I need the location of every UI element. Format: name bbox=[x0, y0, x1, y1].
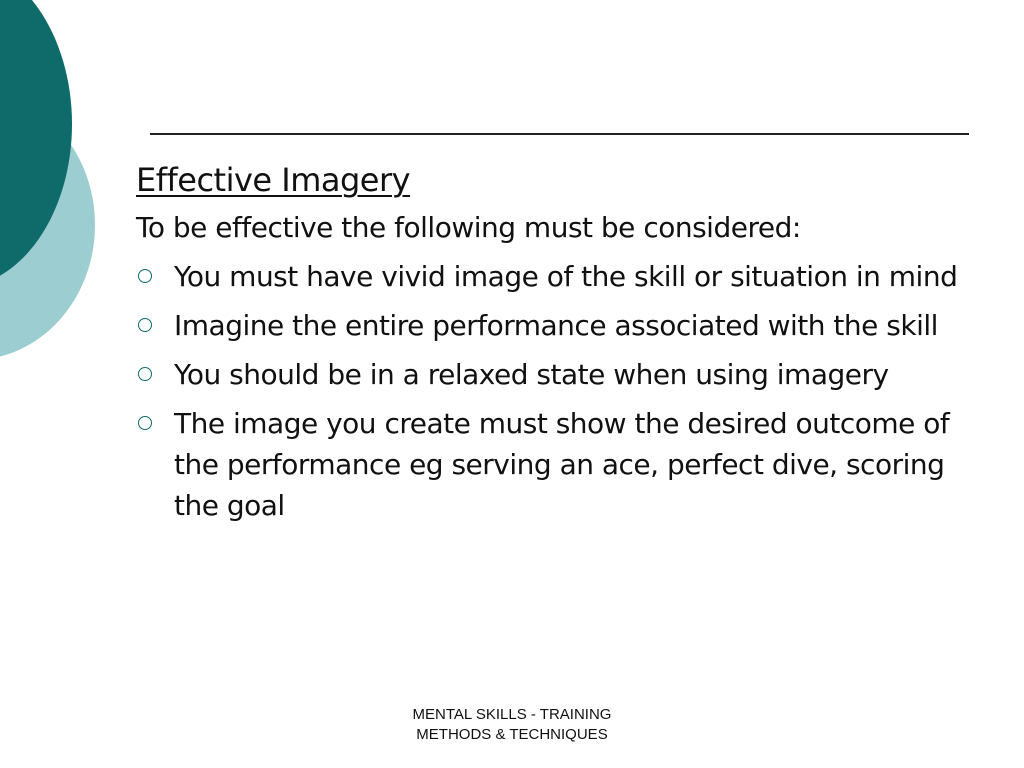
footer-line-2: METHODS & TECHNIQUES bbox=[416, 726, 608, 743]
bullet-text: The image you create must show the desired outcome of the performance eg serving an ace, perfect dive, scoring the goal bbox=[174, 407, 950, 522]
bullet-item bbox=[136, 403, 966, 526]
footer-line-1: MENTAL SKILLS - TRAINING bbox=[412, 706, 612, 723]
bullet-text: You should be in a relaxed state when using imagery bbox=[174, 358, 889, 391]
hollow-circle-icon bbox=[138, 318, 152, 332]
bullet-text: Imagine the entire performance associated with the skill bbox=[174, 309, 938, 342]
slide-footer bbox=[362, 705, 662, 745]
slide-heading: Effective Imagery bbox=[136, 161, 411, 199]
bullet-item bbox=[136, 354, 966, 395]
title-divider bbox=[150, 133, 969, 135]
intro-text: To be effective the following must be considered: bbox=[136, 211, 801, 244]
bullet-text: You must have vivid image of the skill or situation in mind bbox=[174, 260, 958, 293]
bullet-list bbox=[136, 256, 966, 526]
slide-content bbox=[136, 156, 966, 526]
hollow-circle-icon bbox=[138, 367, 152, 381]
hollow-circle-icon bbox=[138, 416, 152, 430]
bullet-item bbox=[136, 256, 966, 297]
bullet-item bbox=[136, 305, 966, 346]
hollow-circle-icon bbox=[138, 269, 152, 283]
